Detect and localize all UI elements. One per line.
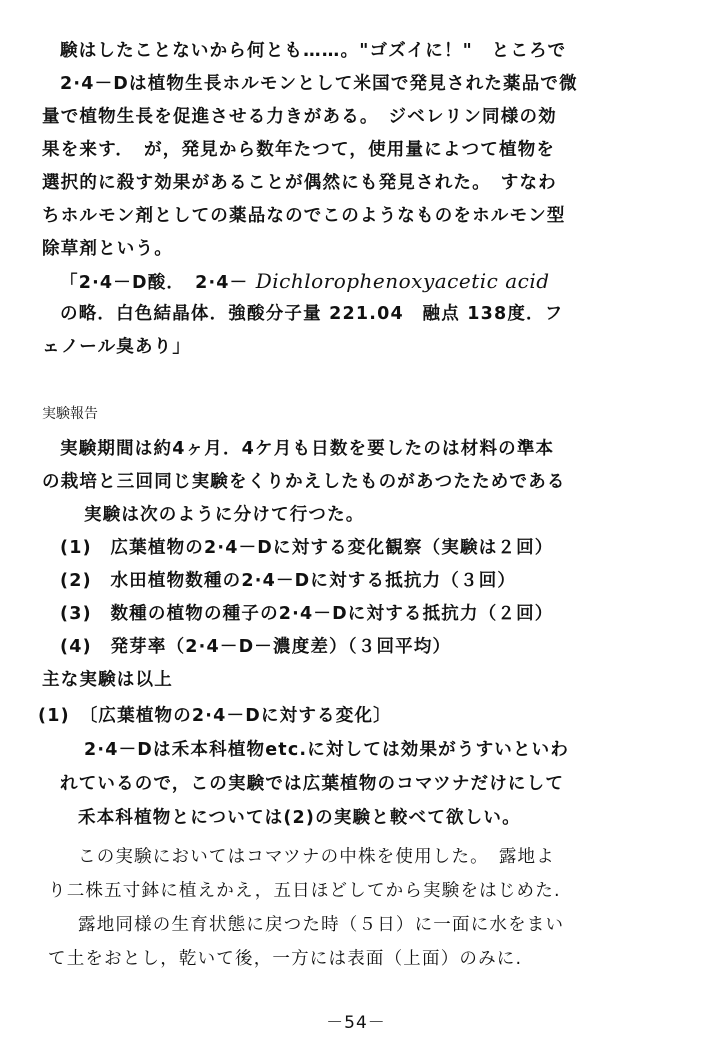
text-line: 験はしたことないから何とも……。"ゴズイに！" ところで <box>60 41 567 61</box>
list-item: (4) 発芽率（2·4－D－濃度差）（３回平均） <box>60 637 452 657</box>
list-item: (1) 広葉植物の2·4－Dに対する変化観察（実験は２回） <box>60 538 554 558</box>
text-line: て土をおとし，乾いて後，一方には表面（上面）のみに. <box>48 949 523 969</box>
text-line: 2·4－Dは植物生長ホルモンとして米国で発見された薬品で微 <box>60 74 578 94</box>
text-line: の栽培と三回同じ実験をくりかえしたものがあつたためである <box>42 472 566 492</box>
text-line: 禾本科植物とについては(2)の実験と較べて欲しい。 <box>78 808 521 828</box>
list-item: (3) 数種の植物の種子の2·4－Dに対する抵抗力（２回） <box>60 604 554 624</box>
summary-line: 主な実験は以上 <box>42 670 173 690</box>
text-line: ちホルモン剤としての薬品なのでこのようなものをホルモン型 <box>42 206 566 226</box>
text-line: 露地同様の生育状態に戻つた時（５日）に一面に水をまい <box>78 915 565 935</box>
text-line: 実験期間は約4ヶ月．4ケ月も日数を要したのは材料の準本 <box>60 439 555 459</box>
quote-line <box>60 270 550 294</box>
text-line: 量で植物生長を促進させる力きがある。 ジベレリン同様の効 <box>42 107 557 127</box>
text-line: 選択的に殺す効果があることが偶然にも発見された。 すなわ <box>42 173 557 193</box>
text-line: れているので，この実験では広葉植物のコマツナだけにして <box>60 774 565 794</box>
list-item: (2) 水田植物数種の2·4－Dに対する抵抗力（３回） <box>60 571 517 591</box>
quote-line: の略．白色結晶体．強酸分子量 221.04 融点 138度．フ <box>60 304 564 324</box>
quote-line: ェノール臭あり」 <box>42 337 192 357</box>
text-line: 果を来す． が，発見から数年たつて，使用量によつて植物を <box>42 140 556 160</box>
text-line: り二株五寸鉢に植えかえ，五日ほどしてから実験をはじめた. <box>48 881 561 901</box>
quote-prefix: 「2·4－D酸． 2·4－ <box>60 273 249 293</box>
text-line: 実験は次のように分けて行つた。 <box>84 505 365 525</box>
chemical-name: Dichlorophenoxyacetic acid <box>255 269 550 293</box>
section-title: (1) 〔広葉植物の2·4－Dに対する変化〕 <box>38 706 392 726</box>
page-number: －54－ <box>326 1013 386 1033</box>
text-line: この実験においてはコマツナの中株を使用した。 露地よ <box>78 847 555 867</box>
section-heading: 実験報告 <box>42 406 98 422</box>
text-line: 2·4－Dは禾本科植物etc.に対しては効果がうすいといわ <box>84 740 570 760</box>
text-line: 除草剤という。 <box>42 239 173 259</box>
